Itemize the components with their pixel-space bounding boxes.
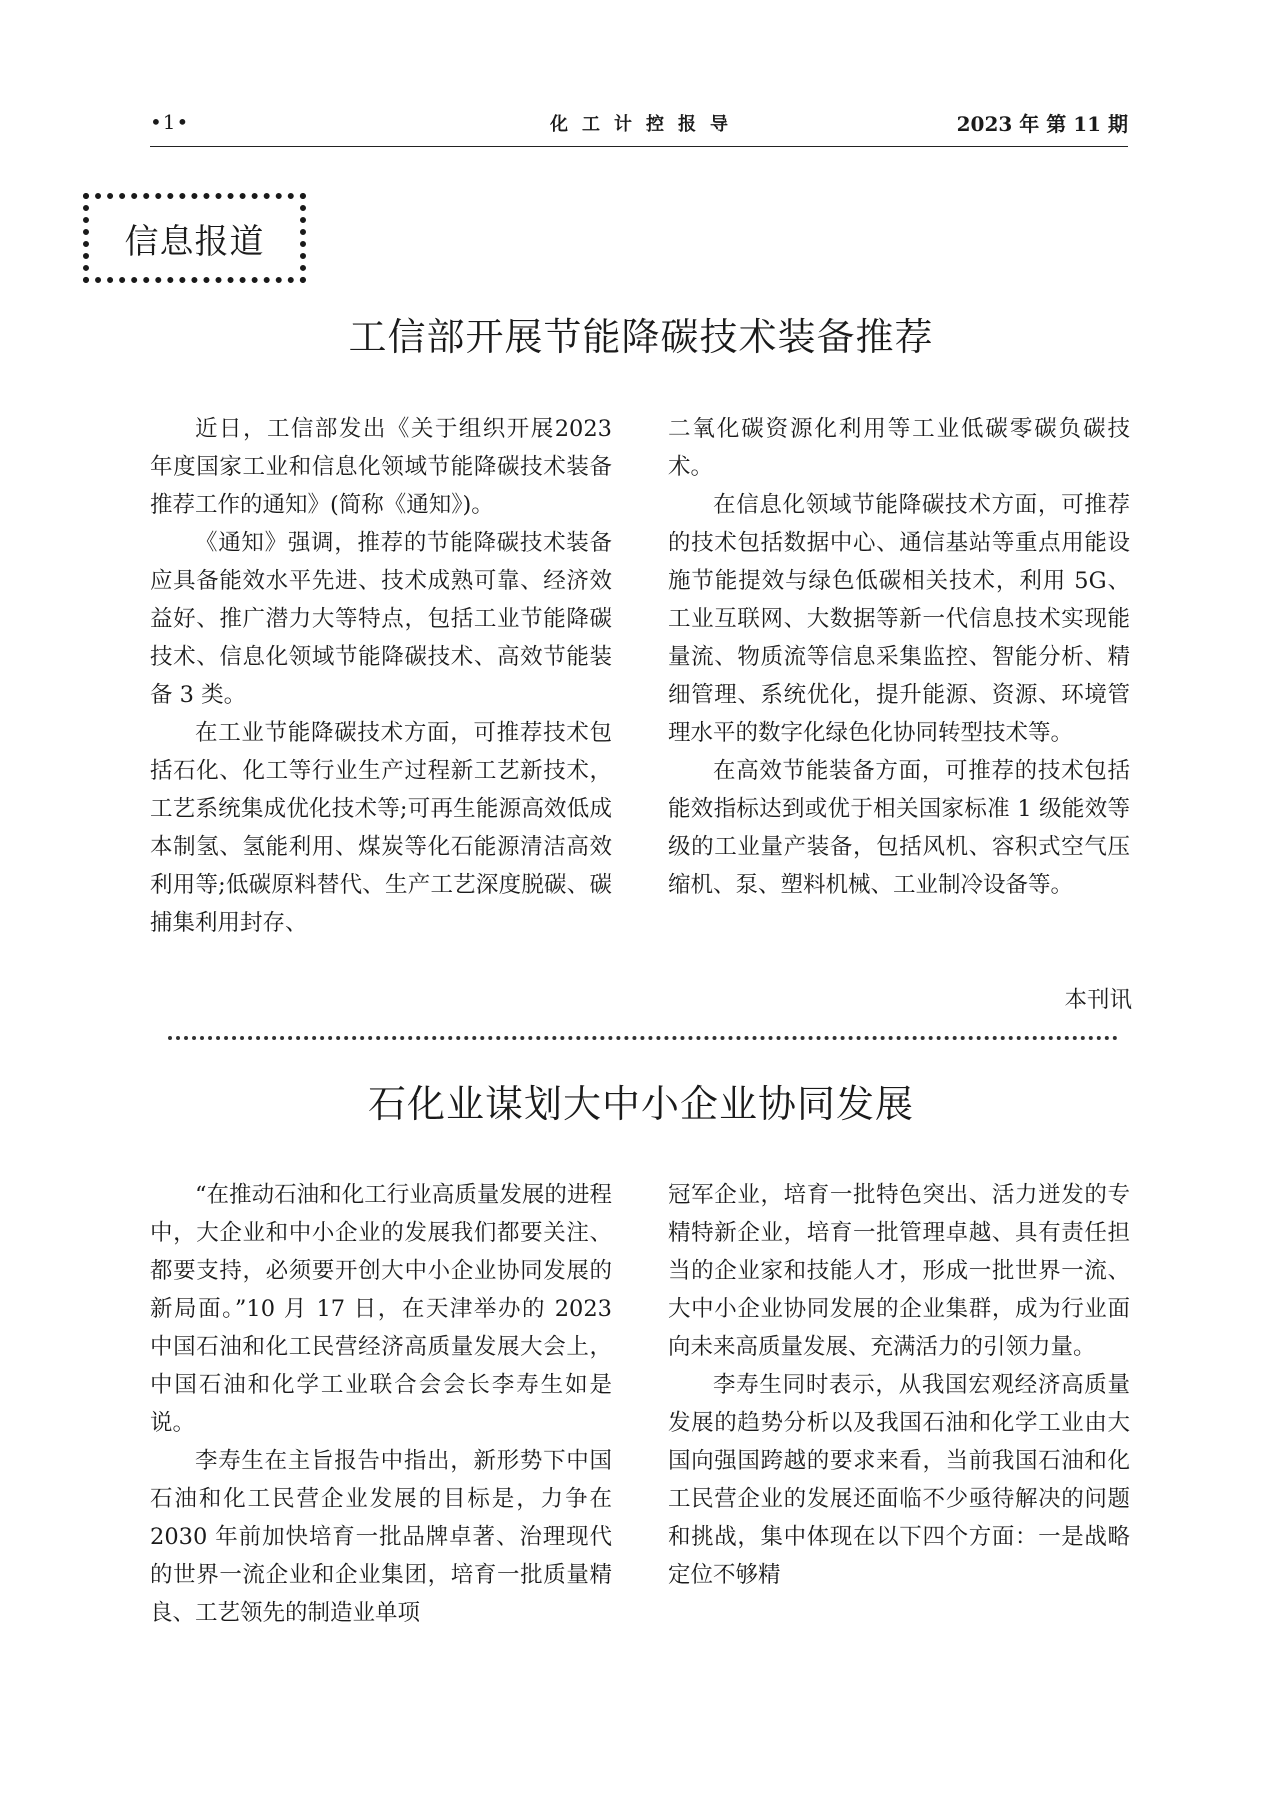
article2-right-column [668,1176,1130,1594]
article2-paragraph: 冠军企业，培育一批特色突出、活力迸发的专精特新企业，培育一批管理卓越、具有责任担当的企业家和技能人才，形成一批世界一流、大中小企业协同发展的企业集群，成为行业面向未来高质量发展、充满活力的引领力量。 [668,1182,1130,1360]
article1-left-column [150,410,612,942]
article-divider [168,1036,1118,1040]
issue-label: 2023 年 第 11 期 [956,112,1128,136]
page-header [150,102,1128,147]
article2-left-column [150,1176,612,1632]
article2-paragraph: “在推动石油和化工行业高质量发展的进程中，大企业和中小企业的发展我们都要关注、都要支持，必须要开创大中小企业协同发展的新局面。”10 月 17 日，在天津举办的 2023 中国石油和化工民营经济高质量发展大会上，中国石油和化学工业联合会会长李寿生如是说。 [150,1182,612,1436]
article2-paragraph: 李寿生在主旨报告中指出，新形势下中国石油和化工民营企业发展的目标是，力争在 2030 年前加快培育一批品牌卓著、治理现代的世界一流企业和企业集团，培育一批质量精良、工艺领先的制造业单项 [150,1448,612,1626]
article2-title: 石化业谋划大中小企业协同发展 [367,1082,914,1126]
article1-paragraph: 《通知》强调，推荐的节能降碳技术装备应具备能效水平先进、技术成熟可靠、经济效益好、推广潜力大等特点，包括工业节能降碳技术、信息化领域节能降碳技术、高效节能装备 3 类。 [150,530,612,708]
article1-source: 本刊讯 [1064,987,1132,1013]
page-number: •1• [150,110,190,134]
journal-name: 化工计控报导 [550,114,742,135]
article1-right-column [668,410,1130,904]
article1-title: 工信部开展节能降碳技术装备推荐 [348,315,934,359]
article1-paragraph: 在工业节能降碳技术方面，可推荐技术包括石化、化工等行业生产过程新工艺新技术，工艺系统集成优化技术等;可再生能源高效低成本制氢、氢能利用、煤炭等化石能源清洁高效利用等;低碳原料替代、生产工艺深度脱碳、碳捕集利用封存、 [150,720,612,936]
article1-paragraph: 在高效节能装备方面，可推荐的技术包括能效指标达到或优于相关国家标准 1 级能效等级的工业量产装备，包括风机、容积式空气压缩机、泵、塑料机械、工业制冷设备等。 [668,758,1130,898]
article1-paragraph: 二氧化碳资源化利用等工业低碳零碳负碳技术。 [668,416,1130,480]
section-label: 信息报道 [124,221,265,262]
article2-paragraph: 李寿生同时表示，从我国宏观经济高质量发展的趋势分析以及我国石油和化学工业由大国向强国跨越的要求来看，当前我国石油和化工民营企业的发展还面临不少亟待解决的问题和挑战，集中体现在以下四个方面：一是战略定位不够精 [668,1372,1130,1588]
article1-paragraph: 在信息化领域节能降碳技术方面，可推荐的技术包括数据中心、通信基站等重点用能设施节能提效与绿色低碳相关技术，利用 5G、工业互联网、大数据等新一代信息技术实现能量流、物质流等信息采集监控、智能分析、精细管理、系统优化，提升能源、资源、环境管理水平的数字化绿色化协同转型技术等。 [668,492,1130,746]
section-box [83,193,306,283]
article1-paragraph: 近日，工信部发出《关于组织开展2023 年度国家工业和信息化领域节能降碳技术装备推荐工作的通知》(简称《通知》)。 [150,416,612,518]
